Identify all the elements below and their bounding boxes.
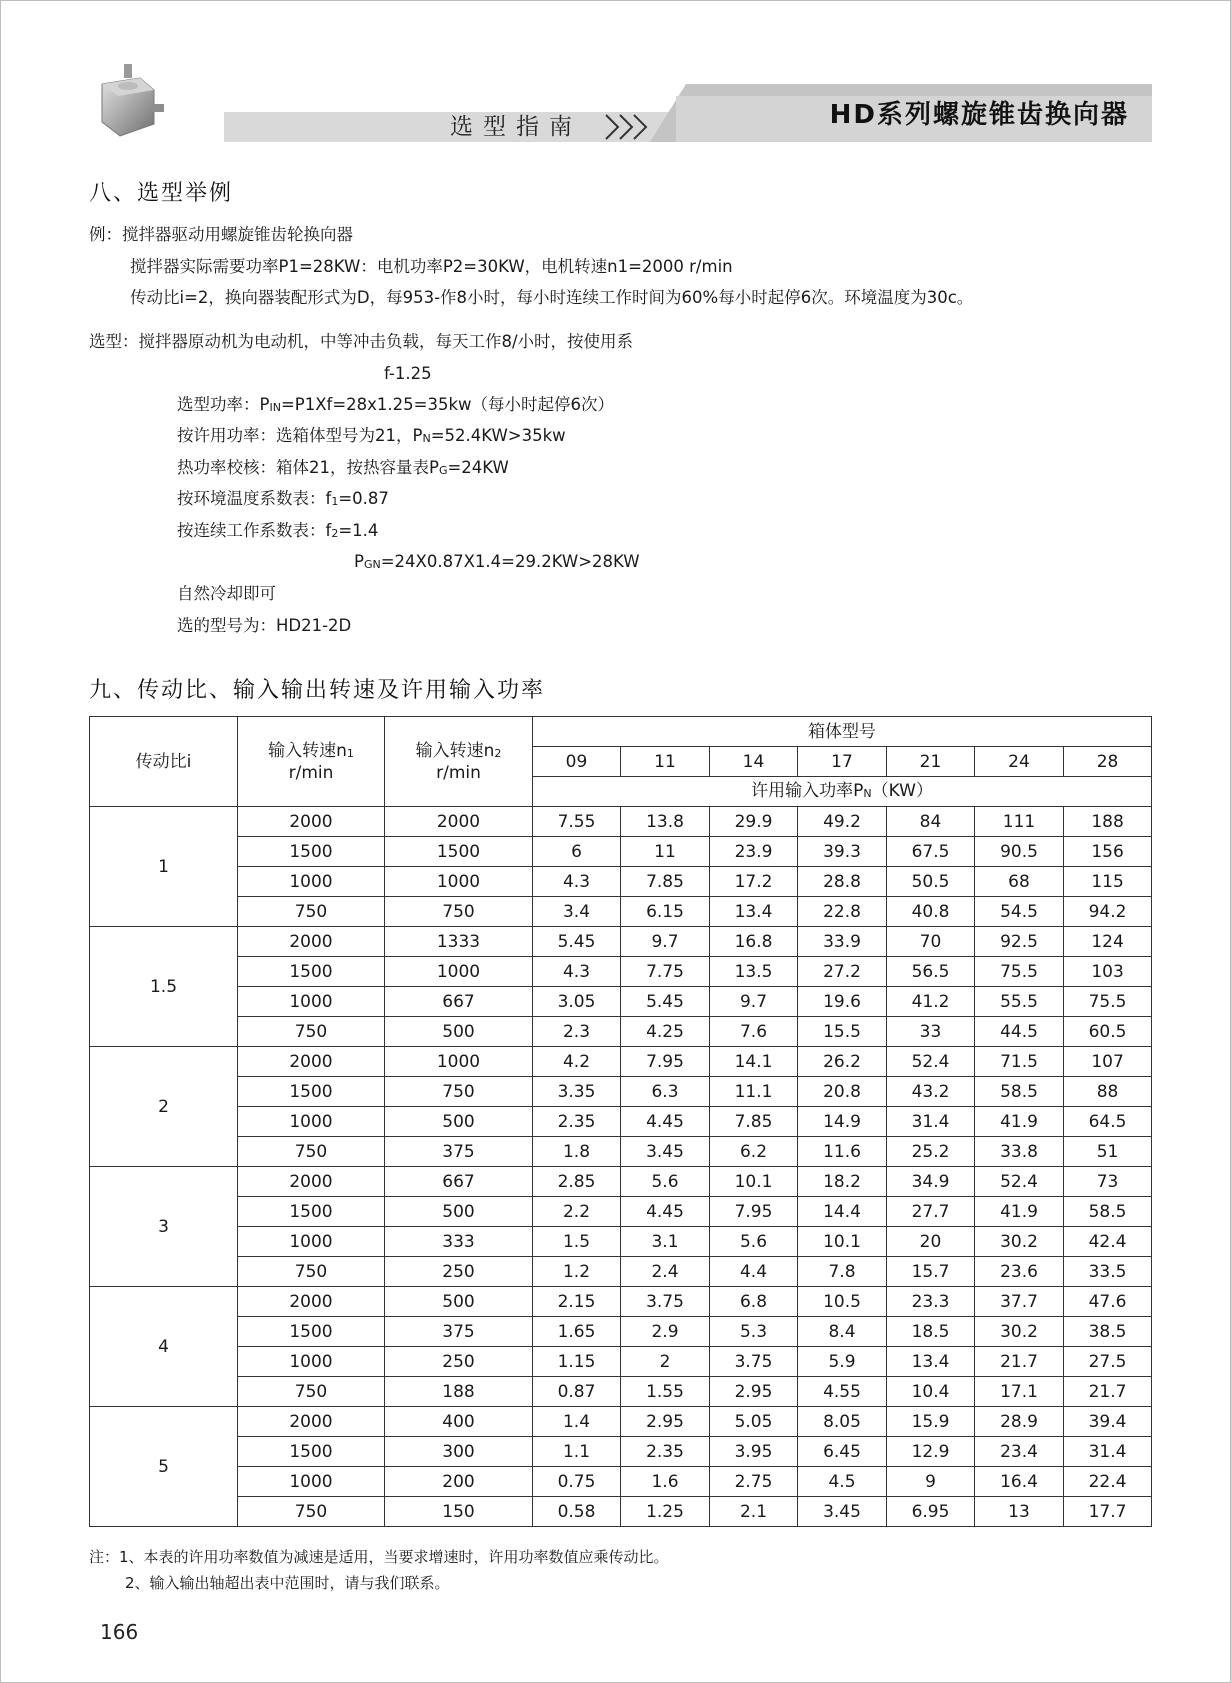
power-cell: 54.5: [975, 897, 1064, 927]
power-cell: 12.9: [887, 1437, 975, 1467]
power-cell: 7.95: [710, 1197, 798, 1227]
power-cell: 18.2: [798, 1167, 887, 1197]
power-cell: 9.7: [710, 987, 798, 1017]
power-cell: 103: [1064, 957, 1152, 987]
power-cell: 7.95: [621, 1047, 710, 1077]
power-cell: 9: [887, 1467, 975, 1497]
power-cell: 17.1: [975, 1377, 1064, 1407]
power-cell: 17.7: [1064, 1497, 1152, 1527]
power-cell: 22.8: [798, 897, 887, 927]
power-cell: 1.4: [533, 1407, 621, 1437]
table-row: [90, 1227, 1152, 1257]
power-cell: 16.4: [975, 1467, 1064, 1497]
n1-cell: 1500: [238, 957, 385, 987]
power-cell: 4.25: [621, 1017, 710, 1047]
power-cell: 33: [887, 1017, 975, 1047]
power-cell: 1.15: [533, 1347, 621, 1377]
power-cell: 23.6: [975, 1257, 1064, 1287]
box-model-14: 14: [710, 747, 798, 777]
power-cell: 64.5: [1064, 1107, 1152, 1137]
ratio-cell: 4: [90, 1287, 238, 1407]
n2-cell: 333: [385, 1227, 533, 1257]
power-cell: 22.4: [1064, 1467, 1152, 1497]
cooling-line: 自然冷却即可: [177, 584, 276, 603]
example-line2: 传动比i=2，换向器装配形式为D，每953-作8小时，每小时连续工作时间为60%每小时起停6次。环境温度为30c。: [130, 288, 974, 307]
power-cell: 67.5: [887, 837, 975, 867]
power-cell: 2.4: [621, 1257, 710, 1287]
power-cell: 42.4: [1064, 1227, 1152, 1257]
power-cell: 2.1: [710, 1497, 798, 1527]
power-cell: 6.15: [621, 897, 710, 927]
power-cell: 13: [975, 1497, 1064, 1527]
power-cell: 2.85: [533, 1167, 621, 1197]
n1-cell: 1500: [238, 1077, 385, 1107]
power-cell: 2.9: [621, 1317, 710, 1347]
power-cell: 7.55: [533, 807, 621, 837]
power-cell: 6.45: [798, 1437, 887, 1467]
n1-cell: 1500: [238, 837, 385, 867]
power-cell: 23.4: [975, 1437, 1064, 1467]
power-cell: 6.2: [710, 1137, 798, 1167]
power-cell: 10.4: [887, 1377, 975, 1407]
table-row: [90, 1347, 1152, 1377]
power-cell: 33.5: [1064, 1257, 1152, 1287]
power-cell: 1.2: [533, 1257, 621, 1287]
power-cell: 4.4: [710, 1257, 798, 1287]
power-cell: 5.6: [710, 1227, 798, 1257]
power-cell: 1.8: [533, 1137, 621, 1167]
n1-cell: 750: [238, 1137, 385, 1167]
power-cell: 5.3: [710, 1317, 798, 1347]
n2-cell: 667: [385, 1167, 533, 1197]
ratio-cell: 1.5: [90, 927, 238, 1047]
table-row: [90, 1257, 1152, 1287]
power-cell: 94.2: [1064, 897, 1152, 927]
power-cell: 30.2: [975, 1317, 1064, 1347]
power-cell: 1.6: [621, 1467, 710, 1497]
n2-cell: 400: [385, 1407, 533, 1437]
table-row: [90, 1077, 1152, 1107]
power-cell: 4.3: [533, 867, 621, 897]
ratio-cell: 5: [90, 1407, 238, 1527]
power-cell: 188: [1064, 807, 1152, 837]
power-cell: 40.8: [887, 897, 975, 927]
n1-cell: 1500: [238, 1197, 385, 1227]
table-row: [90, 1497, 1152, 1527]
power-cell: 4.5: [798, 1467, 887, 1497]
selection-line: 选型：搅拌器原动机为电动机，中等冲击负载，每天工作8/小时，按使用系: [89, 332, 634, 351]
n2-cell: 1500: [385, 837, 533, 867]
power-cell: 14.9: [798, 1107, 887, 1137]
thermal-check-line: 热功率校核：箱体21，按热容量表$P_G=24KW$: [177, 458, 509, 477]
power-header: 许用输入功率$P_N(KW)$: [533, 777, 1152, 807]
ratio-cell: 2: [90, 1047, 238, 1167]
power-cell: 3.05: [533, 987, 621, 1017]
section8-heading: 八、选型举例: [89, 181, 234, 206]
power-cell: 75.5: [975, 957, 1064, 987]
power-cell: 124: [1064, 927, 1152, 957]
col-ratio-header: 传动比i: [90, 717, 238, 807]
power-rating-table: [89, 716, 1152, 1527]
power-cell: 52.4: [975, 1167, 1064, 1197]
power-cell: 5.45: [621, 987, 710, 1017]
power-cell: 39.3: [798, 837, 887, 867]
power-cell: 29.9: [710, 807, 798, 837]
power-cell: 1.5: [533, 1227, 621, 1257]
power-cell: 5.9: [798, 1347, 887, 1377]
power-cell: 111: [975, 807, 1064, 837]
ratio-cell: 3: [90, 1167, 238, 1287]
n2-cell: 1333: [385, 927, 533, 957]
power-cell: 20.8: [798, 1077, 887, 1107]
n1-cell: 1000: [238, 987, 385, 1017]
n2-cell: 250: [385, 1257, 533, 1287]
power-cell: 3.75: [710, 1347, 798, 1377]
power-cell: 84: [887, 807, 975, 837]
table-row: [90, 1167, 1152, 1197]
power-cell: 2.3: [533, 1017, 621, 1047]
n1-cell: 1000: [238, 1107, 385, 1137]
n1-cell: 1000: [238, 1227, 385, 1257]
example-line1: 搅拌器实际需要功率P1=28KW：电机功率P2=30KW，电机转速n1=2000 r/min: [130, 257, 733, 276]
table-row: [90, 1467, 1152, 1497]
power-cell: 7.75: [621, 957, 710, 987]
power-cell: 3.1: [621, 1227, 710, 1257]
n1-cell: 1500: [238, 1437, 385, 1467]
series-title: HD系列螺旋锥齿换向器: [829, 100, 1129, 130]
power-cell: 11: [621, 837, 710, 867]
power-cell: 52.4: [887, 1047, 975, 1077]
power-cell: 4.3: [533, 957, 621, 987]
allowed-power-line: 按许用功率：选箱体型号为21，$P_N=52.4KW>35kw$: [177, 426, 566, 445]
power-cell: 28.8: [798, 867, 887, 897]
power-cell: 49.2: [798, 807, 887, 837]
ratio-cell: 1: [90, 807, 238, 927]
power-cell: 7.85: [621, 867, 710, 897]
n1-cell: 750: [238, 1377, 385, 1407]
power-cell: 10.5: [798, 1287, 887, 1317]
power-cell: 51: [1064, 1137, 1152, 1167]
n1-cell: 1000: [238, 1467, 385, 1497]
power-cell: 7.6: [710, 1017, 798, 1047]
n1-cell: 2000: [238, 927, 385, 957]
power-cell: 15.7: [887, 1257, 975, 1287]
power-cell: 8.4: [798, 1317, 887, 1347]
section9-heading: 九、传动比、输入输出转速及许用输入功率: [89, 678, 546, 703]
power-cell: 71.5: [975, 1047, 1064, 1077]
power-cell: 3.35: [533, 1077, 621, 1107]
power-cell: 3.4: [533, 897, 621, 927]
table-row: [90, 957, 1152, 987]
power-cell: 27.2: [798, 957, 887, 987]
n2-cell: 375: [385, 1317, 533, 1347]
table-row: [90, 1047, 1152, 1077]
power-cell: 73: [1064, 1167, 1152, 1197]
power-cell: 5.05: [710, 1407, 798, 1437]
power-cell: 2: [621, 1347, 710, 1377]
power-cell: 2.35: [533, 1107, 621, 1137]
power-cell: 31.4: [887, 1107, 975, 1137]
col-n1-header: 输入转速$n_1$ r/min: [238, 717, 385, 807]
power-cell: 4.55: [798, 1377, 887, 1407]
note-1: 注：1、本表的许用功率数值为减速是适用，当要求增速时，许用功率数值应乘传动比。: [89, 1548, 669, 1566]
power-cell: 5.6: [621, 1167, 710, 1197]
power-cell: 156: [1064, 837, 1152, 867]
power-cell: 2.75: [710, 1467, 798, 1497]
power-cell: 3.45: [798, 1497, 887, 1527]
power-cell: 37.7: [975, 1287, 1064, 1317]
power-cell: 13.8: [621, 807, 710, 837]
chevron-right-triple-icon: [604, 111, 652, 143]
box-model-24: 24: [975, 747, 1064, 777]
model-line: 选的型号为：HD21-2D: [177, 616, 352, 635]
table-row: [90, 1017, 1152, 1047]
power-cell: 1.25: [621, 1497, 710, 1527]
power-cell: 14.1: [710, 1047, 798, 1077]
power-cell: 11.1: [710, 1077, 798, 1107]
power-cell: 7.85: [710, 1107, 798, 1137]
power-cell: 38.5: [1064, 1317, 1152, 1347]
box-model-09: 09: [533, 747, 621, 777]
power-cell: 115: [1064, 867, 1152, 897]
n1-cell: 2000: [238, 1407, 385, 1437]
n2-cell: 1000: [385, 957, 533, 987]
n2-cell: 1000: [385, 867, 533, 897]
power-line: 选型功率：$P_{IN}=P1Xf=28x1.25=35kw$（每小时起停6次）: [177, 395, 615, 414]
table-row: [90, 1287, 1152, 1317]
power-cell: 90.5: [975, 837, 1064, 867]
power-cell: 50.5: [887, 867, 975, 897]
n1-cell: 750: [238, 1497, 385, 1527]
power-cell: 20: [887, 1227, 975, 1257]
power-cell: 107: [1064, 1047, 1152, 1077]
n1-cell: 1000: [238, 1347, 385, 1377]
table-row: [90, 897, 1152, 927]
n2-cell: 2000: [385, 807, 533, 837]
table-row: [90, 1437, 1152, 1467]
power-cell: 44.5: [975, 1017, 1064, 1047]
power-cell: 5.45: [533, 927, 621, 957]
n2-cell: 500: [385, 1197, 533, 1227]
n2-cell: 188: [385, 1377, 533, 1407]
pgn-line: $P_{GN}=24X0.87X1.4=29.2KW>28KW$: [354, 552, 640, 571]
example-label: 例：搅拌器驱动用螺旋锥齿轮换向器: [89, 225, 353, 244]
box-model-11: 11: [621, 747, 710, 777]
power-cell: 41.2: [887, 987, 975, 1017]
box-model-header: 箱体型号: [533, 717, 1152, 747]
power-cell: 25.2: [887, 1137, 975, 1167]
power-cell: 43.2: [887, 1077, 975, 1107]
power-cell: 1.65: [533, 1317, 621, 1347]
power-cell: 23.9: [710, 837, 798, 867]
n2-cell: 200: [385, 1467, 533, 1497]
note-2: 2、输入输出轴超出表中范围时，请与我们联系。: [125, 1574, 450, 1592]
power-cell: 41.9: [975, 1197, 1064, 1227]
n1-cell: 2000: [238, 807, 385, 837]
power-cell: 3.45: [621, 1137, 710, 1167]
table-row: [90, 1107, 1152, 1137]
gearbox-product-icon: [94, 62, 166, 142]
power-cell: 17.2: [710, 867, 798, 897]
power-cell: 33.9: [798, 927, 887, 957]
power-cell: 0.87: [533, 1377, 621, 1407]
box-model-21: 21: [887, 747, 975, 777]
power-cell: 1.1: [533, 1437, 621, 1467]
power-cell: 4.45: [621, 1197, 710, 1227]
power-cell: 6.3: [621, 1077, 710, 1107]
power-cell: 47.6: [1064, 1287, 1152, 1317]
power-cell: 15.5: [798, 1017, 887, 1047]
power-cell: 10.1: [710, 1167, 798, 1197]
power-cell: 23.3: [887, 1287, 975, 1317]
n1-cell: 1000: [238, 867, 385, 897]
cont-factor-line: 按连续工作系数表：$f_2=1.4$: [177, 521, 379, 540]
power-cell: 56.5: [887, 957, 975, 987]
power-cell: 6.95: [887, 1497, 975, 1527]
power-cell: 14.4: [798, 1197, 887, 1227]
n1-cell: 750: [238, 1017, 385, 1047]
power-cell: 4.45: [621, 1107, 710, 1137]
n2-cell: 750: [385, 1077, 533, 1107]
table-row: [90, 837, 1152, 867]
power-cell: 41.9: [975, 1107, 1064, 1137]
power-cell: 27.5: [1064, 1347, 1152, 1377]
power-cell: 6: [533, 837, 621, 867]
table-row: [90, 927, 1152, 957]
n2-cell: 300: [385, 1437, 533, 1467]
power-cell: 2.35: [621, 1437, 710, 1467]
power-cell: 0.58: [533, 1497, 621, 1527]
guide-label: 选型指南: [450, 114, 582, 140]
power-cell: 16.8: [710, 927, 798, 957]
n1-cell: 750: [238, 1257, 385, 1287]
power-cell: 9.7: [621, 927, 710, 957]
power-cell: 8.05: [798, 1407, 887, 1437]
power-cell: 55.5: [975, 987, 1064, 1017]
power-cell: 21.7: [975, 1347, 1064, 1377]
power-cell: 60.5: [1064, 1017, 1152, 1047]
power-cell: 33.8: [975, 1137, 1064, 1167]
n1-cell: 2000: [238, 1167, 385, 1197]
factor-line: f-1.25: [384, 364, 432, 383]
power-cell: 58.5: [975, 1077, 1064, 1107]
n2-cell: 250: [385, 1347, 533, 1377]
power-cell: 4.2: [533, 1047, 621, 1077]
power-cell: 1.55: [621, 1377, 710, 1407]
col-n2-header: 输入转速$n_2$ r/min: [385, 717, 533, 807]
notes: [89, 1544, 669, 1596]
power-cell: 68: [975, 867, 1064, 897]
n2-cell: 750: [385, 897, 533, 927]
power-cell: 58.5: [1064, 1197, 1152, 1227]
power-cell: 2.2: [533, 1197, 621, 1227]
power-cell: 19.6: [798, 987, 887, 1017]
power-cell: 75.5: [1064, 987, 1152, 1017]
power-cell: 2.15: [533, 1287, 621, 1317]
table-row: [90, 867, 1152, 897]
n2-cell: 375: [385, 1137, 533, 1167]
n1-cell: 1500: [238, 1317, 385, 1347]
power-cell: 88: [1064, 1077, 1152, 1107]
table-row: [90, 1317, 1152, 1347]
power-cell: 0.75: [533, 1467, 621, 1497]
env-factor-line: 按环境温度系数表：$f_1=0.87$: [177, 489, 389, 508]
box-model-17: 17: [798, 747, 887, 777]
power-cell: 21.7: [1064, 1377, 1152, 1407]
table-row: [90, 1407, 1152, 1437]
table-row: [90, 807, 1152, 837]
power-cell: 3.75: [621, 1287, 710, 1317]
n2-cell: 667: [385, 987, 533, 1017]
power-cell: 18.5: [887, 1317, 975, 1347]
box-model-28: 28: [1064, 747, 1152, 777]
power-cell: 34.9: [887, 1167, 975, 1197]
power-cell: 31.4: [1064, 1437, 1152, 1467]
power-cell: 3.95: [710, 1437, 798, 1467]
n1-cell: 2000: [238, 1047, 385, 1077]
power-cell: 7.8: [798, 1257, 887, 1287]
power-cell: 70: [887, 927, 975, 957]
power-cell: 15.9: [887, 1407, 975, 1437]
power-cell: 6.8: [710, 1287, 798, 1317]
n2-cell: 500: [385, 1017, 533, 1047]
n2-cell: 1000: [385, 1047, 533, 1077]
power-cell: 2.95: [621, 1407, 710, 1437]
page-number: 166: [100, 1620, 139, 1644]
table-row: [90, 987, 1152, 1017]
table-row: [90, 1137, 1152, 1167]
n2-cell: 500: [385, 1107, 533, 1137]
power-cell: 11.6: [798, 1137, 887, 1167]
power-cell: 13.4: [710, 897, 798, 927]
power-cell: 92.5: [975, 927, 1064, 957]
power-cell: 13.5: [710, 957, 798, 987]
n2-cell: 500: [385, 1287, 533, 1317]
n1-cell: 750: [238, 897, 385, 927]
power-cell: 28.9: [975, 1407, 1064, 1437]
power-cell: 39.4: [1064, 1407, 1152, 1437]
table-row: [90, 1377, 1152, 1407]
power-cell: 13.4: [887, 1347, 975, 1377]
power-cell: 26.2: [798, 1047, 887, 1077]
power-cell: 27.7: [887, 1197, 975, 1227]
power-cell: 2.95: [710, 1377, 798, 1407]
power-cell: 10.1: [798, 1227, 887, 1257]
n2-cell: 150: [385, 1497, 533, 1527]
table-row: [90, 1197, 1152, 1227]
power-cell: 30.2: [975, 1227, 1064, 1257]
n1-cell: 2000: [238, 1287, 385, 1317]
